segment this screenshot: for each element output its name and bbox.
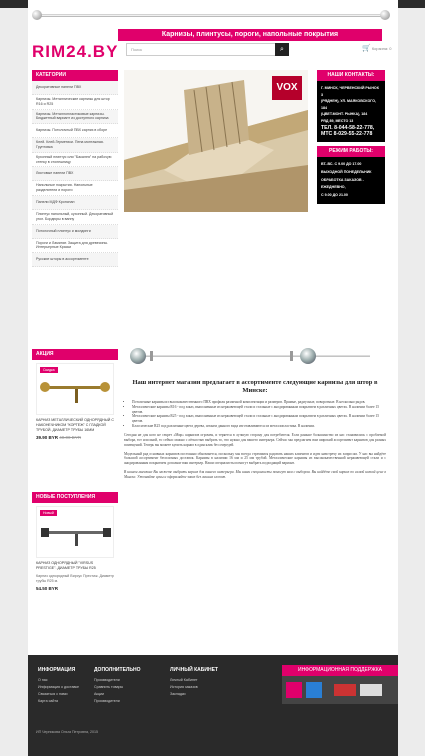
new-product-desc: Карниз однорядный Вирсус Престиж. Диаметр трубы R25 м.: [36, 574, 114, 583]
footer: [28, 655, 398, 756]
search-icon: ⌕: [280, 46, 284, 53]
footer-link[interactable]: Акции: [94, 692, 105, 696]
site-tagline: Карнизы, плинтусы, пороги, напольные покрытия: [118, 29, 382, 41]
sale-title: АКЦИЯ: [32, 349, 118, 360]
footer-link[interactable]: История заказов: [170, 685, 198, 689]
content-bullet: • Классические R25 под различные цвета дерева, штанги данного вида изготавливаются из металлопластика. В наличии.: [132, 424, 386, 429]
footer-link[interactable]: Закладки: [170, 692, 186, 696]
footer-link[interactable]: Информация о доставке: [38, 685, 80, 689]
sale-price-old: 40.00 BYR: [59, 435, 82, 440]
sale-badge: Скидка: [40, 367, 58, 373]
contacts-line: (ЦВЕТ.МОНТ. РЫНКА), 184: [321, 112, 368, 117]
footer-link[interactable]: Карта сайта: [38, 699, 59, 703]
sidebar-item[interactable]: Пороги и Ламинат. Защита для древесины. Интерьерные Краски: [32, 239, 118, 254]
sidebar-item[interactable]: Клей. Клей-Герметики. Пена монтажная. Грунтовка: [32, 138, 118, 153]
hours-body: [317, 157, 385, 204]
new-price: 54.50 BYR: [36, 586, 59, 591]
sidebar-item[interactable]: Напольные покрытия. Напольные разделители и пороги: [32, 181, 118, 196]
footer-link[interactable]: Личный Кабинет: [170, 678, 198, 682]
hours-line: ЕЖЕДНЕВНО,: [321, 185, 346, 190]
contacts-block: [317, 70, 385, 142]
content-title: Наш интернет магазин предлагает в ассортименте следующие карнизы для штор в Минске:: [132, 379, 378, 394]
support-icons: [282, 676, 398, 704]
content-bullet: • Металлические карнизы R25 - под заказ, выполненные из нержавеющей стали и стальные с анодированным покрытием в различных цветах. В наличии более 15 цветов.: [132, 414, 386, 424]
hours-block: [317, 146, 385, 204]
content-paragraph: Модельный ряд основных карнизов постоянно обновляется, поскольку мы всегда стремимся радовать наших клиентов и идти навстречу их запросам. У нас вы найдёте большой ассортимент бесплатных доставок. Карнизы в наличии 16 мм и 25 мм трубой. Металлические карнизы из высококачественной нержавеющей стали и с анодированным покрытием дополнят ваш интерьер. Наши специалисты помогут выбрать подходящий вариант.: [124, 451, 386, 466]
hours-line: С 9.00 ДО 21.00: [321, 193, 348, 198]
new-badge: Новый: [40, 510, 57, 516]
sidebar-item[interactable]: Потолочный плинтус и молдинги: [32, 225, 118, 239]
sale-price: [32, 433, 118, 442]
sidebar-item[interactable]: Декоративные панели ПВХ: [32, 81, 118, 95]
sidebar-item[interactable]: Панели МДФ Кронспан: [32, 196, 118, 210]
sidebar-item[interactable]: Карнизы. Потолочный ПВХ карниз в сборе: [32, 124, 118, 138]
contacts-line: Г. МИНСК, ЧЕРВЕНСКИЙ РЫНОК 3: [321, 86, 379, 97]
sidebar-item[interactable]: Кухонный плинтус или "Бакалея" на рабочую стенку в столешницу: [32, 153, 118, 168]
category-sidebar: [32, 70, 118, 267]
new-arrivals-title: НОВЫЕ ПОСТУПЛЕНИЯ: [32, 492, 118, 503]
sale-product-name[interactable]: КАРНИЗ МЕТАЛЛИЧЕСКИЙ ОДНОРЯДНЫЙ С НАКОНЕЧНИКОМ "КОРТЕЖ" С ГЛАДКОЙ ТРУБОЙ. ДИАМЕТР ТРУБЫ 16ММ: [36, 418, 114, 432]
hours-line: ВЫХОДНОЙ ПОНЕДЕЛЬНИК: [321, 169, 372, 174]
sidebar-item[interactable]: Плинтус напольный, кухонный. Декоративный угол. Бордюры в ванну: [32, 210, 118, 225]
social-icon: [306, 682, 322, 698]
sale-product-image[interactable]: [36, 363, 114, 415]
sidebar-item[interactable]: Карнизы. Металлические карнизы для штор R16 и R25: [32, 95, 118, 110]
content-bullets: [132, 400, 386, 429]
basket-label: Корзина: 0: [371, 46, 392, 51]
footer-heading: ДОПОЛНИТЕЛЬНО: [94, 667, 141, 673]
sidebar-item[interactable]: Карнизы. Металлопластиковые карнизы. Бюджетный вариант из доступного карниза: [32, 110, 118, 125]
footer-link[interactable]: О нас: [38, 678, 48, 682]
contacts-title: НАШИ КОНТАКТЫ:: [317, 70, 385, 81]
sale-block: [32, 349, 118, 442]
sidebar-item[interactable]: Листовые панели ПВХ: [32, 167, 118, 181]
sidebar-title: КАТЕГОРИИ: [32, 70, 118, 81]
crystal-finial-icon: [130, 348, 146, 364]
footer-heading: ЛИЧНЫЙ КАБИНЕТ: [170, 667, 218, 673]
contacts-phone[interactable]: ТЕЛ. 8-044-58-22-778,: [321, 124, 375, 131]
hours-title: РЕЖИМ РАБОТЫ:: [317, 146, 385, 157]
support-box: [282, 676, 398, 704]
hero-banner[interactable]: [124, 70, 308, 212]
social-icon: [286, 682, 302, 698]
footer-account: [170, 667, 218, 698]
crystal-finial-icon: [300, 348, 316, 364]
payment-icon: [360, 684, 382, 696]
basket-link[interactable]: [362, 44, 392, 52]
content-bullet: • Потолочные карнизы из высококачественного ПВХ профиля различной комплектации и размеров. Прямые, радиусные, поворотные. В несколько рядов.: [132, 400, 386, 405]
rod-finial-icon: [32, 10, 42, 20]
rod-finial-icon: [380, 10, 390, 20]
copyright: ИП Черникова Ольга Петровна, 2015: [36, 730, 98, 734]
content-paragraph: В нашем магазине Вы можете выбрать карниз для вашего интерьера. Мы наши специалисты помогут вам с выбором. Вы найдёте свой карниз по самой низкой цене в Минске. Уточняйте цены и оформляйте заказ без лишних хлопот.: [124, 470, 386, 480]
hours-line: ОБРАБОТКА ЗАКАЗОВ -: [321, 177, 364, 182]
footer-link[interactable]: Производители: [94, 699, 120, 703]
footer-link[interactable]: Производители: [94, 678, 120, 682]
footer-info: [38, 667, 79, 705]
search-input[interactable]: Поиск: [126, 43, 276, 56]
site-logo[interactable]: RIM24.BY: [32, 42, 119, 61]
decorative-curtain-rod: [140, 355, 370, 357]
rod-ring-icon: [290, 351, 293, 361]
new-product-name[interactable]: КАРНИЗ ОДНОРЯДНЫЙ "VIRSUS PRESTIGE". ДИАМЕТР ТРУБЫ R25: [36, 561, 96, 570]
sidebar-item[interactable]: Русские шторы в ассортименте: [32, 253, 118, 267]
main-content: [124, 379, 386, 480]
contacts-line: РЯД 89, МЕСТО 13: [321, 118, 354, 123]
header-curtain-rod: [36, 14, 386, 17]
support-heading: ИНФОРМАЦИОННАЯ ПОДДЕРЖКА: [282, 665, 398, 676]
contacts-body: [317, 81, 385, 142]
content-bullet: • Металлические карнизы R16 - под заказ, выполненные из нержавеющей стали и стальные с анодированным покрытием в различных цветах. В наличии более 15 цветов.: [132, 405, 386, 415]
new-product-image[interactable]: [36, 506, 114, 558]
footer-link[interactable]: Сравнить товары: [94, 685, 124, 689]
hours-line: ВТ.-ВС. С 9.00 ДО 17.00: [321, 162, 362, 166]
contacts-phone[interactable]: МТС 8-029-55-22-778: [321, 131, 373, 138]
payment-icon: [334, 684, 356, 696]
sale-price-current: 39.90 BYR: [36, 435, 59, 440]
footer-heading: ИНФОРМАЦИЯ: [38, 667, 76, 673]
rod-ring-icon: [150, 351, 153, 361]
new-arrivals-block: [32, 492, 118, 593]
footer-extra: [94, 667, 141, 705]
search-button[interactable]: [275, 43, 289, 56]
footer-link[interactable]: Связаться с нами: [38, 692, 68, 696]
cart-icon: 🛒: [362, 45, 371, 52]
vox-logo: VOX: [272, 76, 302, 100]
contacts-line: (РЯДНЕН), УЛ. МАЯКОВСКОГО, 184: [321, 99, 377, 110]
content-paragraph: Сегодня не для кого не секрет «Мир» карнизов огромен, и теряется в лучшую сторону для потребителя. Если раньше большинство из нас становились с проблемой выбора, тот или иной, то сейчас можно с лёгкостью выбрать то, что нужно для вашего интерьера. Сейчас мы предлагаем вам широкий ассортимент карнизов для разных помещений. Теперь вы можете купить карниз в один клик без очередей.: [124, 432, 386, 447]
